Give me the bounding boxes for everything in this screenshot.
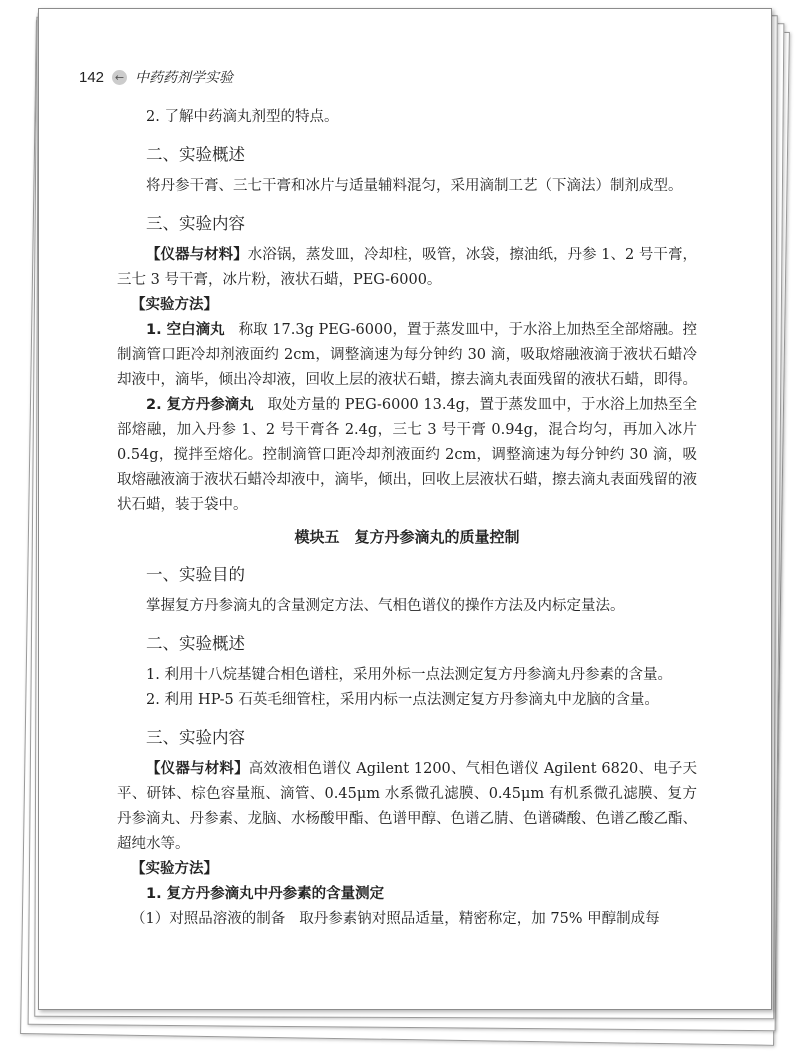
method-step — [117, 393, 697, 518]
materials-paragraph — [117, 243, 697, 293]
materials-label: 【仪器与材料】 — [146, 247, 248, 263]
substep-label: （1）对照品溶液的制备 — [131, 911, 286, 927]
paragraph: 掌握复方丹参滴丸的含量测定方法、气相色谱仪的操作方法及内标定量法。 — [146, 598, 625, 614]
page-content — [117, 105, 697, 932]
method-label-text: 【实验方法】 — [131, 297, 218, 313]
page-number: 142 — [79, 68, 105, 86]
section-heading: 三、实验内容 — [146, 728, 245, 747]
materials-paragraph — [117, 757, 697, 857]
section-heading: 一、实验目的 — [146, 565, 245, 584]
overview-item: 2. 利用 HP-5 石英毛细管柱，采用内标一点法测定复方丹参滴丸中龙脑的含量。 — [146, 692, 659, 708]
step-title: 2. 复方丹参滴丸 — [146, 397, 254, 413]
method-label-text: 【实验方法】 — [131, 861, 218, 877]
method-step — [117, 882, 697, 907]
step-title: 1. 空白滴丸 — [146, 322, 225, 338]
method-step — [117, 318, 697, 393]
materials-label: 【仪器与材料】 — [146, 761, 249, 777]
section-heading: 二、实验概述 — [146, 145, 245, 164]
method-label — [117, 293, 697, 318]
step-text: 取处方量的 PEG-6000 13.4g，置于蒸发皿中，于水浴上加热至全部熔融，加入丹参 1、2 号干膏各 2.4g，三七 3 号干膏 0.94g，混合均匀，再加入冰片 0.54g，搅拌至熔化。控制滴管口距冷却剂液面约 2cm，调整滴速为每分钟约 30 滴，吸取熔融液滴于液状石蜡冷却液中，滴毕，倾出，回收上层液状石蜡，擦去滴丸表面残留的液状石蜡，装于袋中。 — [117, 397, 697, 513]
section-heading: 三、实验内容 — [146, 214, 245, 233]
method-label — [117, 857, 697, 882]
page-header — [79, 67, 233, 87]
module-title: 模块五 复方丹参滴丸的质量控制 — [294, 528, 520, 546]
step-text: 称取 17.3g PEG-6000，置于蒸发皿中，于水浴上加热至全部熔融。控制滴管口距冷却剂液面约 2cm，调整滴速为每分钟约 30 滴，吸取熔融液滴于液状石蜡冷却液中，滴毕，倾出冷却液，回收上层的液状石蜡，擦去滴丸表面残留的液状石蜡，即得。 — [117, 322, 697, 388]
step-title: 1. 复方丹参滴丸中丹参素的含量测定 — [146, 886, 385, 902]
paragraph: 将丹参干膏、三七干膏和冰片与适量辅料混匀，采用滴制工艺（下滴法）制剂成型。 — [146, 178, 683, 194]
materials-text: 水浴锅，蒸发皿，冷却柱，吸管，冰袋，擦油纸，丹参 1、2 号干膏，三七 3 号干膏，冰片粉，液状石蜡，PEG-6000。 — [117, 247, 697, 288]
overview-item: 1. 利用十八烷基键合相色谱柱，采用外标一点法测定复方丹参滴丸丹参素的含量。 — [146, 667, 672, 683]
book-title: 中药药剂学实验 — [135, 70, 234, 86]
arrow-left-icon: ← — [112, 70, 127, 85]
method-substep — [117, 907, 697, 932]
section-heading: 二、实验概述 — [146, 634, 245, 653]
substep-text: 取丹参素钠对照品适量，精密称定，加 75% 甲醇制成每 — [299, 911, 660, 927]
book-page — [38, 8, 772, 1010]
materials-text: 高效液相色谱仪 Agilent 1200、气相色谱仪 Agilent 6820、电子天平、研钵、棕色容量瓶、滴管、0.45μm 水系微孔滤膜、0.45μm 有机系微孔滤膜、复方丹参滴丸、丹参素、龙脑、水杨酸甲酯、色谱甲醇、色谱乙腈、色谱磷酸、色谱乙酸乙酯、超纯水等。 — [117, 761, 698, 852]
objective-item: 2. 了解中药滴丸剂型的特点。 — [146, 109, 339, 125]
